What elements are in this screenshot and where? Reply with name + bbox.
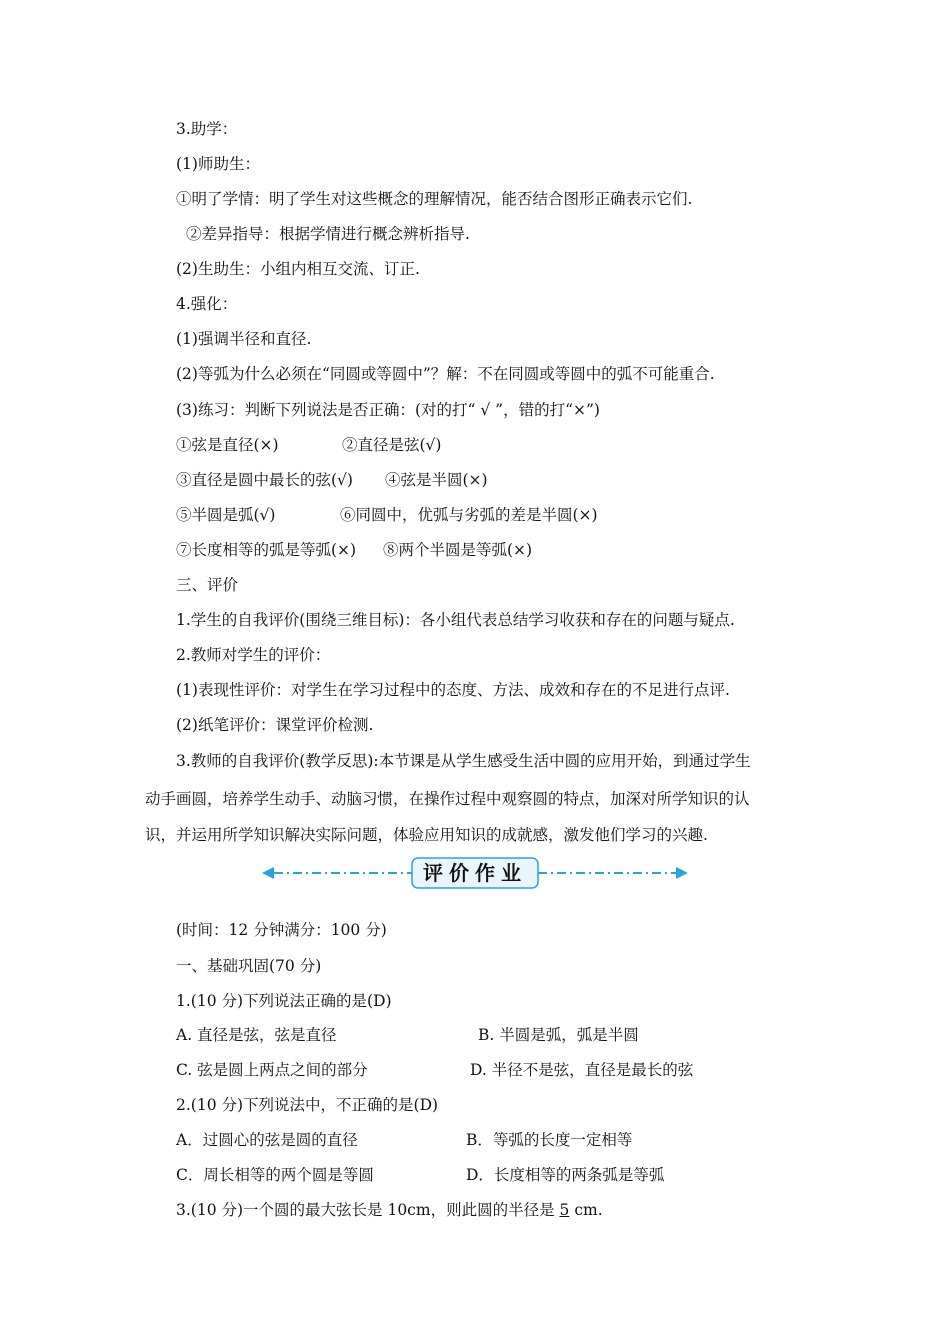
strengthen-p1: (1)强调半径和直径. [176, 330, 312, 348]
q2-option-a: A．过圆心的弦是圆的直径 [176, 1131, 358, 1149]
left-arrow-icon [262, 867, 274, 879]
strengthen-heading: 4.强化： [176, 295, 238, 313]
strengthen-p3: (3)练习：判断下列说法是否正确：(对的打“ √ ”，错的打“×”) [176, 401, 600, 419]
right-arrow-icon [676, 867, 688, 879]
q3-prefix: 3.(10 分)一个圆的最大弦长是 10cm，则此圆的半径是 [176, 1201, 555, 1219]
evaluation-p1: 1.学生的自我评价(围绕三维目标)：各小组代表总结学习收获和存在的问题与疑点. [176, 611, 735, 629]
evaluation-p3: (1)表现性评价：对学生在学习过程中的态度、方法、成效和存在的不足进行点评. [176, 681, 730, 699]
exercise-item: ④弦是半圆(×) [385, 471, 488, 489]
q2-option-b: B．等弧的长度一定相等 [466, 1131, 633, 1149]
homework-part1: 一、基础巩固(70 分) [176, 957, 322, 975]
exercise-item: ⑤半圆是弧(√) [176, 506, 276, 524]
help-heading: 3.助学： [176, 120, 238, 138]
q2-option-d: D．长度相等的两条弧是等弧 [466, 1166, 665, 1184]
help-item-2: ②差异指导：根据学情进行概念辨析指导. [186, 225, 470, 243]
student-help: (2)生助生：小组内相互交流、订正. [176, 260, 420, 278]
q3-suffix: cm. [574, 1201, 603, 1219]
reflection-line: 3.教师的自我评价(教学反思):本节课是从学生感受生活中圆的应用开始，到通过学生 [176, 752, 751, 770]
exercise-item: ②直径是弦(√) [342, 436, 442, 454]
question-1-stem: 1.(10 分)下列说法正确的是(D) [176, 992, 392, 1010]
homework-banner [262, 856, 688, 890]
help-item-1: ①明了学情：明了学生对这些概念的理解情况，能否结合图形正确表示它们. [176, 190, 693, 208]
banner-title: 评价作业 [423, 861, 527, 885]
exercise-item: ⑧两个半圆是等弧(×) [383, 541, 533, 559]
teacher-help-heading: (1)师助生： [176, 155, 260, 173]
q1-option-d: D. 半径不是弦，直径是最长的弦 [470, 1061, 694, 1079]
exercise-item: ⑥同圆中，优弧与劣弧的差是半圆(×) [340, 506, 598, 524]
exercise-item: ①弦是直径(×) [176, 436, 279, 454]
exercise-item: ③直径是圆中最长的弦(√) [176, 471, 353, 489]
homework-meta: (时间：12 分钟满分：100 分) [176, 921, 387, 939]
evaluation-p2: 2.教师对学生的评价： [176, 646, 331, 664]
reflection-line: 识，并运用所学知识解决实际问题，体验应用知识的成就感，激发他们学习的兴趣. [145, 826, 708, 844]
q2-option-c: C．周长相等的两个圆是等圆 [176, 1166, 374, 1184]
q1-option-b: B. 半圆是弧，弧是半圆 [478, 1026, 639, 1044]
q1-option-c: C. 弦是圆上两点之间的部分 [176, 1061, 368, 1079]
question-2-stem: 2.(10 分)下列说法中，不正确的是(D) [176, 1096, 439, 1114]
reflection-line: 动手画圆，培养学生动手、动脑习惯，在操作过程中观察圆的特点，加深对所学知识的认 [145, 790, 750, 808]
evaluation-p4: (2)纸笔评价：课堂评价检测. [176, 716, 374, 734]
strengthen-p2: (2)等弧为什么必须在“同圆或等圆中”？解：不在同圆或等圆中的弧不可能重合. [176, 365, 715, 383]
exercise-item: ⑦长度相等的弧是等弧(×) [176, 541, 357, 559]
evaluation-heading: 三、评价 [176, 576, 239, 594]
q1-option-a: A. 直径是弦，弦是直径 [176, 1026, 337, 1044]
question-3 [176, 1199, 603, 1221]
q3-answer: 5 [559, 1201, 570, 1219]
